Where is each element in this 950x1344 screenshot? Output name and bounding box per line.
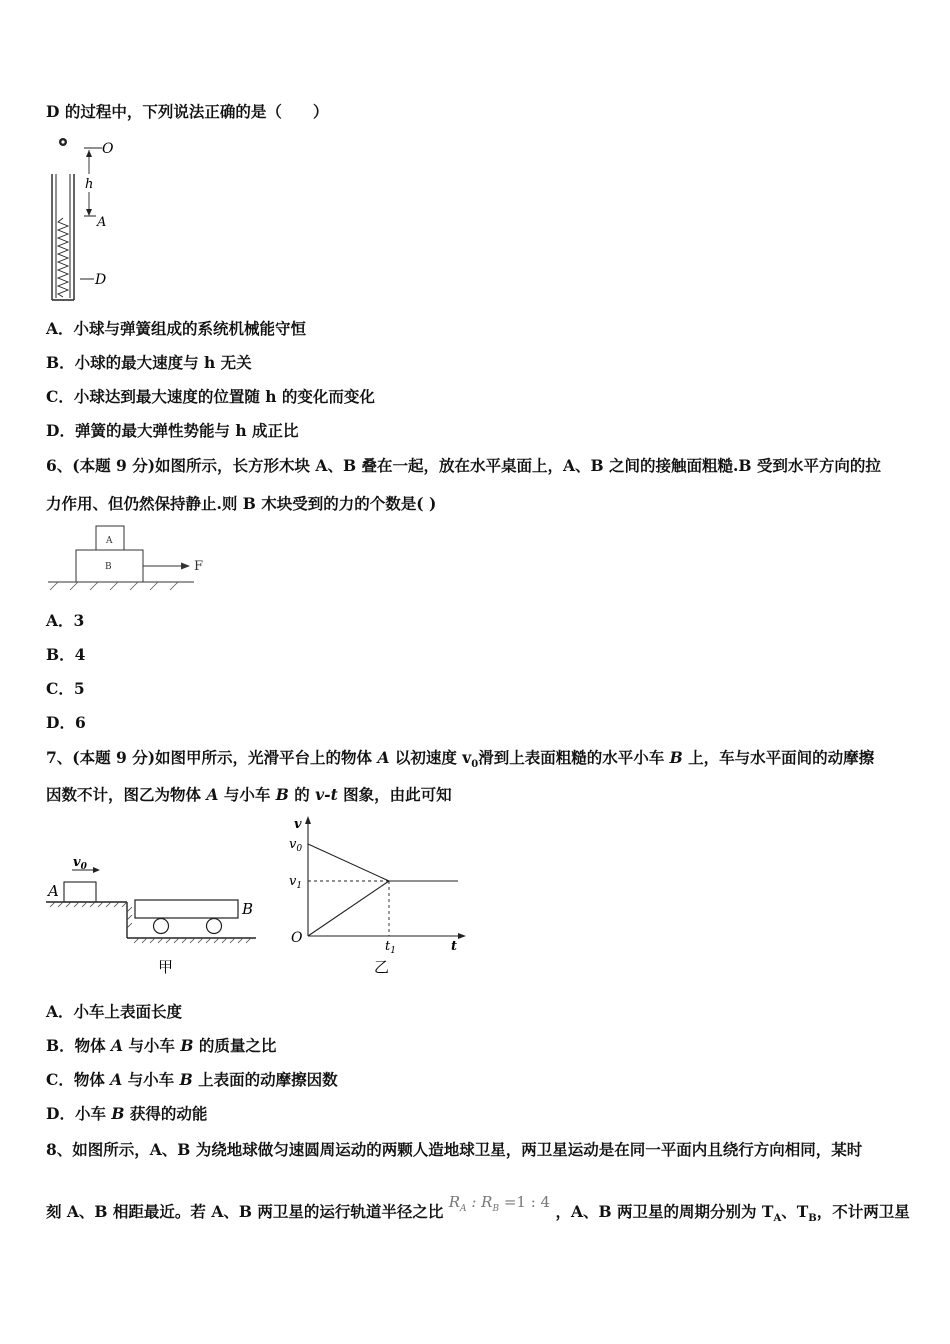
q6-blocks-figure [44, 524, 214, 594]
label-t1: $t_1$ [385, 939, 396, 956]
axis-t-label: t [451, 939, 458, 954]
label-v0: $v_0$ [73, 855, 87, 872]
axis-v-label: v [294, 817, 302, 832]
label-v0: $v_0$ [289, 837, 303, 854]
q5-stem-tail: D 的过程中，下列说法正确的是（ ） [46, 102, 329, 121]
q7-option-a: A．小车上表面长度 [46, 1002, 183, 1021]
q7-stem-line1: 7、(本题 9 分)如图甲所示，光滑平台上的物体 A 以初速度 $v_0$滑到上表面粗糙的水平小车 B 上，车与水平面间的动摩擦 [46, 748, 875, 771]
label-o: O [102, 141, 114, 157]
force-f-label: F [194, 559, 204, 574]
q5-option-a: A．小球与弹簧组成的系统机械能守恒 [46, 319, 307, 338]
caption-jia: 甲 [158, 958, 174, 976]
q5-option-d: D．弹簧的最大弹性势能与 h 成正比 [46, 421, 299, 440]
label-a: A [97, 215, 107, 230]
q7-figure-yi-vt-graph [284, 814, 474, 984]
q7-option-c: C．物体 A 与小车 B 上表面的动摩擦因数 [46, 1070, 338, 1089]
radius-ratio-formula: $R_A$ : $R_B =1$ : 4 [448, 1193, 551, 1214]
q6-option-a: A．3 [46, 611, 85, 630]
label-a: A [48, 882, 59, 900]
q7-option-d: D．小车 B 获得的动能 [46, 1104, 208, 1123]
q6-stem-line2: 力作用、但仍然保持静止.则 B 木块受到的力的个数是( ) [46, 494, 437, 513]
q8-stem-line1: 8、如图所示，A、B 为绕地球做匀速圆周运动的两颗人造地球卫星，两卫星运动是在同一平面内且绕行方向相同，某时 [46, 1140, 863, 1159]
q7-stem-line2: 因数不计，图乙为物体 A 与小车 B 的 v-t 图象，由此可知 [46, 785, 452, 804]
origin-label: O [291, 930, 303, 946]
q7-option-b: B．物体 A 与小车 B 的质量之比 [46, 1036, 277, 1055]
label-d: D [95, 272, 107, 288]
q7-figure-jia [44, 852, 264, 982]
label-h: h [85, 177, 94, 192]
block-b-label: B [105, 562, 112, 572]
q6-option-d: D．6 [46, 713, 86, 732]
caption-yi: 乙 [374, 958, 390, 976]
q6-option-b: B．4 [46, 645, 86, 664]
q6-stem-line1: 6、(本题 9 分)如图所示，长方形木块 A、B 叠在一起，放在水平桌面上，A、B 之间的接触面粗糙.B 受到水平方向的拉 [46, 456, 881, 475]
q8-stem-line2: 刻 A、B 相距最近。若 A、B 两卫星的运行轨道半径之比 $R_A$ : $R_B =1$ : 4 ，A、B 两卫星的周期分别为 $T_A$、$T_B$，不计两卫星 [46, 1193, 910, 1225]
block-a-label: A [106, 536, 113, 546]
label-b: B [242, 900, 254, 918]
label-v1: $v_1$ [289, 874, 303, 891]
q5-spring-figure [44, 136, 134, 306]
q5-option-b: B．小球的最大速度与 h 无关 [46, 353, 252, 372]
q6-option-c: C．5 [46, 679, 85, 698]
q5-option-c: C．小球达到最大速度的位置随 h 的变化而变化 [46, 387, 375, 406]
